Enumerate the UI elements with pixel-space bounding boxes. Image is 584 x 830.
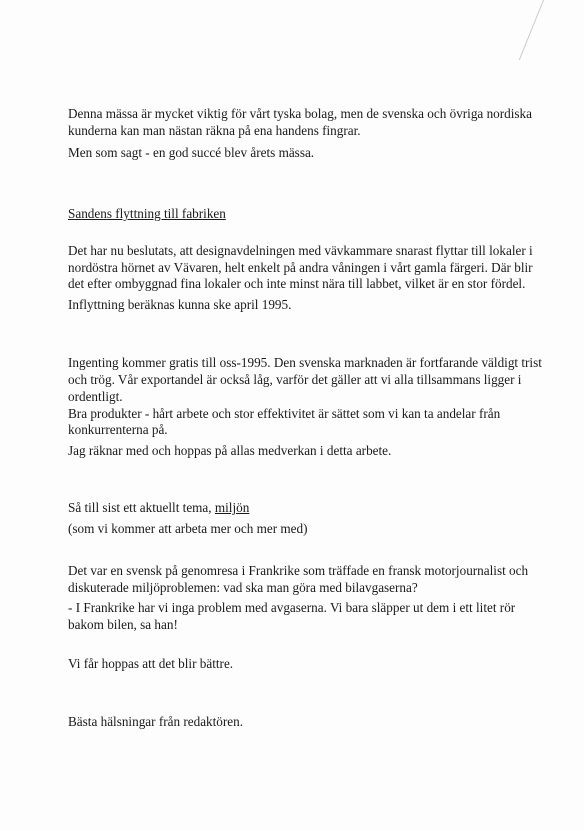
paragraph-line: Men som sagt - en god succé blev årets mässa. — [68, 145, 315, 160]
paragraph-line: bakom bilen, sa han! — [68, 617, 178, 632]
paragraph-line: Vi får hoppas att det blir bättre. — [68, 656, 234, 671]
paragraph-line: Det var en svensk på genomresa i Frankrike som träffade en fransk motorjournalist och — [68, 563, 529, 578]
paragraph-line: kunderna kan man nästan räkna på ena handens fingrar. — [68, 123, 361, 138]
paragraph-line: Det har nu beslutats, att designavdelningen med vävkammare snarast flyttar till lokaler i — [68, 243, 533, 258]
paragraph-line: det efter ombyggnad fina lokaler och inte minst nära till labbet, vilket är en stor fördel. — [68, 276, 526, 291]
paragraph-line: nordöstra hörnet av Vävaren, helt enkelt på andra våningen i vårt gamla färgeri. Där blir — [68, 260, 533, 275]
paragraph-line: - I Frankrike har vi inga problem med avgaserna. Vi bara släpper ut dem i ett litet rör — [68, 600, 516, 615]
theme-intro: Så till sist ett aktuellt tema, — [68, 500, 215, 515]
paragraph-line: Bra produkter - hårt arbete och stor effektivitet är sättet som vi kan ta andelar från — [68, 406, 501, 421]
theme-topic: miljön — [214, 500, 250, 515]
paragraph-line: Inflyttning beräknas kunna ske april 1995. — [68, 297, 292, 312]
paragraph-line: ordentligt. — [68, 389, 123, 404]
page-corner-edge — [519, 0, 584, 60]
paragraph-line — [68, 500, 249, 517]
paragraph-line: och trög. Vår exportandel är också låg, varför det gäller att vi alla tillsammans ligger i — [68, 372, 522, 387]
paragraph-line: konkurrenterna på. — [68, 422, 168, 437]
paragraph-line: Denna mässa är mycket viktig för vårt tyska bolag, men de svenska och övriga nordiska — [68, 106, 532, 121]
paragraph-line: diskuterade miljöproblemen: vad ska man göra med bilavgaserna? — [68, 580, 418, 595]
paragraph-line: Ingenting kommer gratis till oss-1995. Den svenska marknaden är fortfarande väldigt trist — [68, 355, 542, 370]
section-heading: Sandens flyttning till fabriken — [68, 206, 226, 221]
paragraph-line: (som vi kommer att arbeta mer och mer med) — [68, 521, 308, 536]
paragraph-line: Jag räknar med och hoppas på allas medverkan i detta arbete. — [68, 443, 392, 458]
closing-line: Bästa hälsningar från redaktören. — [68, 714, 244, 729]
